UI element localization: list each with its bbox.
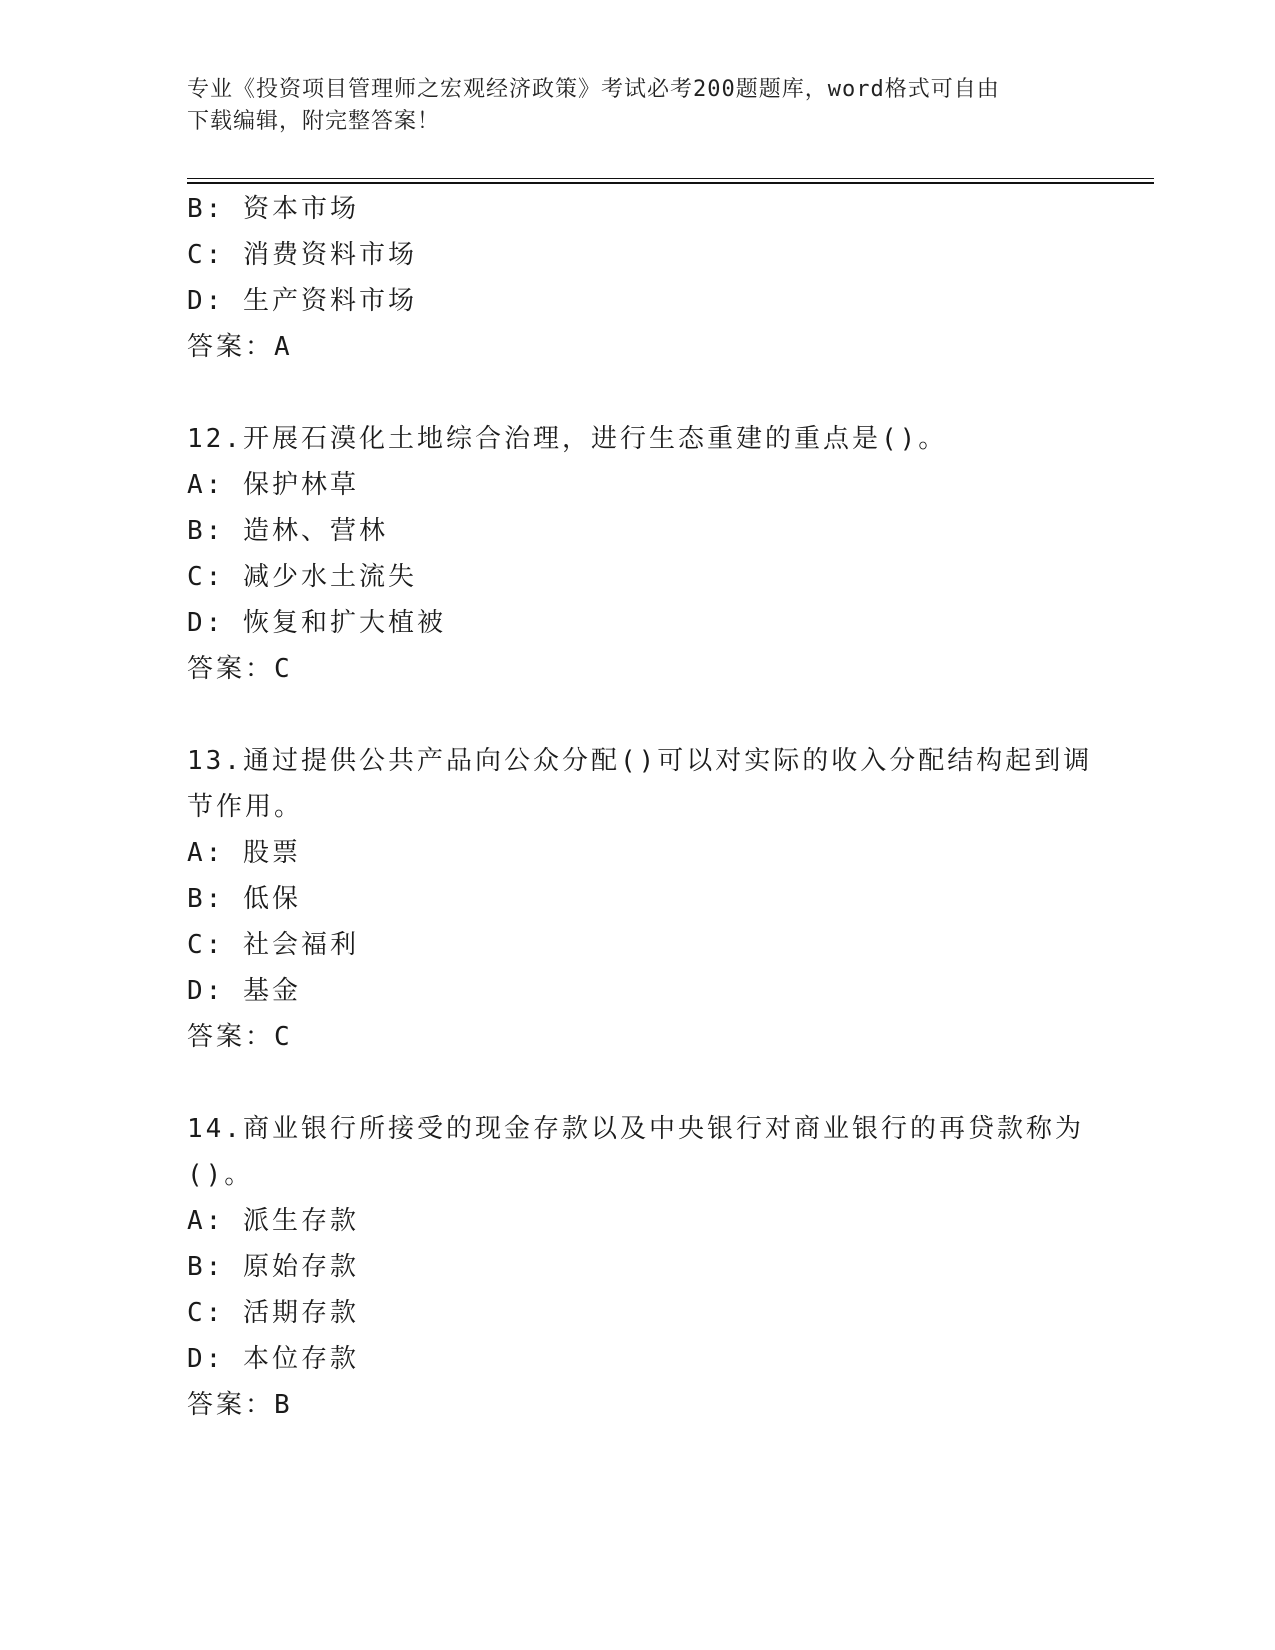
answer-line: 答案：B — [187, 1390, 293, 1420]
question-14 — [187, 1106, 1087, 1428]
question-11-continued — [187, 186, 1087, 370]
option-b: B: 原始存款 — [187, 1252, 359, 1282]
question-stem-continued: ()。 — [187, 1160, 254, 1190]
header-line-1: 专业《投资项目管理师之宏观经济政策》考试必考200题题库，word格式可自由 — [187, 77, 1000, 102]
option-b: B: 低保 — [187, 884, 301, 914]
option-a: A: 股票 — [187, 838, 301, 868]
question-stem: 12.开展石漠化土地综合治理，进行生态重建的重点是()。 — [187, 424, 948, 454]
question-stem: 14.商业银行所接受的现金存款以及中央银行对商业银行的再贷款称为 — [187, 1114, 1084, 1144]
option-d: D: 基金 — [187, 976, 301, 1006]
option-c: C: 社会福利 — [187, 930, 359, 960]
option-c: C: 减少水土流失 — [187, 562, 417, 592]
option-a: A: 保护林草 — [187, 470, 359, 500]
option-b: B: 资本市场 — [187, 194, 359, 224]
header-line-2: 下载编辑，附完整答案！ — [187, 109, 441, 134]
answer-line: 答案：A — [187, 332, 293, 362]
question-12 — [187, 416, 1087, 692]
question-stem: 13.通过提供公共产品向公众分配()可以对实际的收入分配结构起到调 — [187, 746, 1093, 776]
option-d: D: 生产资料市场 — [187, 286, 417, 316]
option-a: A: 派生存款 — [187, 1206, 359, 1236]
header-rule-thin — [187, 178, 1154, 179]
option-d: D: 本位存款 — [187, 1344, 359, 1374]
option-c: C: 活期存款 — [187, 1298, 359, 1328]
answer-line: 答案：C — [187, 654, 293, 684]
question-list — [187, 186, 1093, 1428]
header-rule-thick — [187, 182, 1154, 184]
option-d: D: 恢复和扩大植被 — [187, 608, 446, 638]
question-13 — [187, 738, 1093, 1060]
document-header — [187, 74, 1067, 138]
answer-line: 答案：C — [187, 1022, 293, 1052]
question-stem-continued: 节作用。 — [187, 792, 304, 822]
option-c: C: 消费资料市场 — [187, 240, 417, 270]
option-b: B: 造林、营林 — [187, 516, 388, 546]
